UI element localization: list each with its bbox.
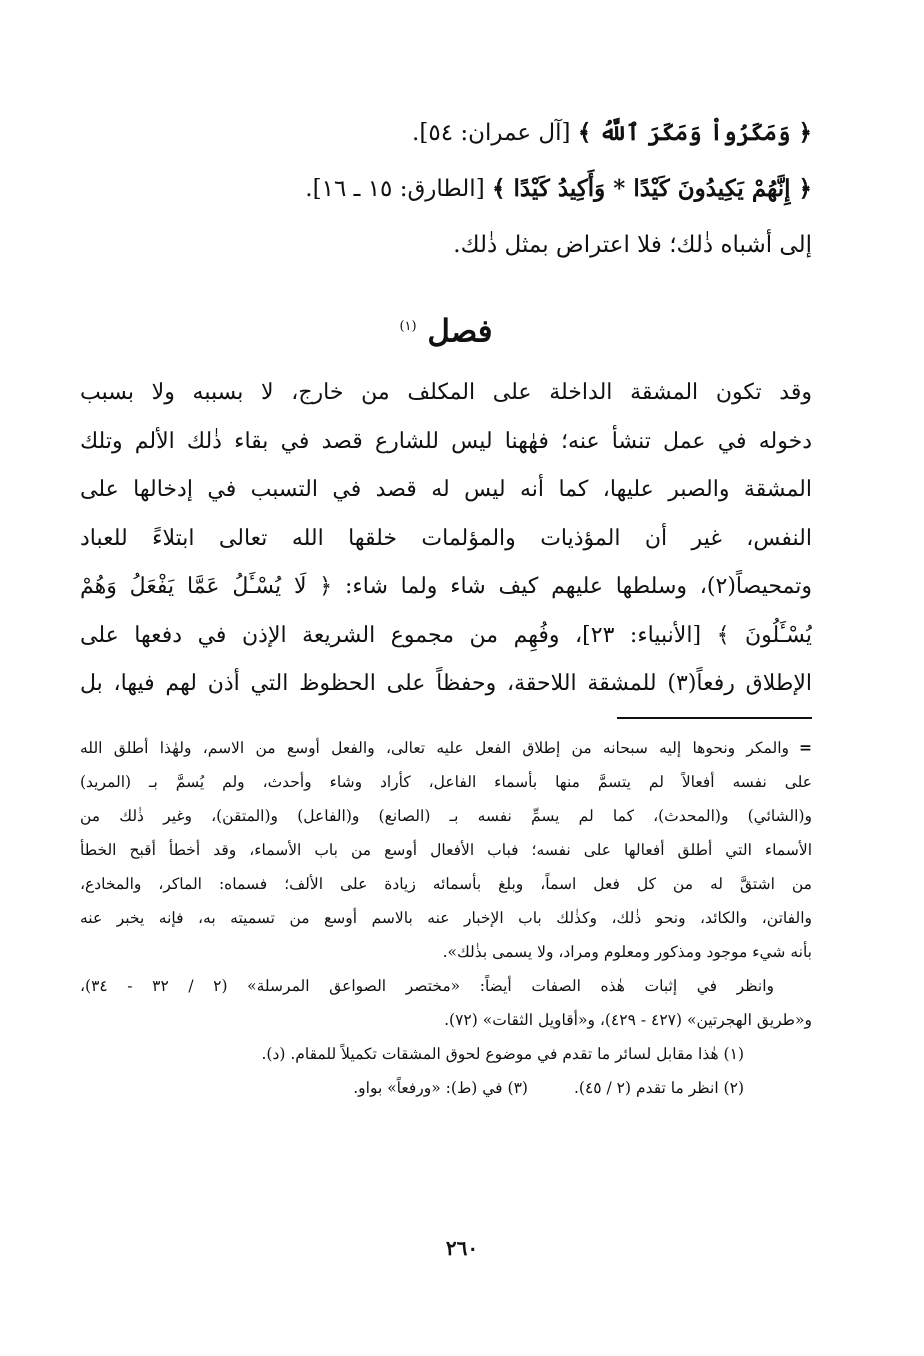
verse-reference: [الطارق: ١٥ ـ ١٦].: [305, 176, 485, 202]
footnote-pair: [80, 1071, 812, 1105]
footnote-3: (٣) في (ط): «ورفعاً» بواو.: [353, 1078, 528, 1097]
body-line: الإطلاق رفعاً(٣) للمشقة اللاحقة، وحفظاً على الحظوظ التي أذن لهم فيها، بل: [80, 671, 812, 696]
footnote-line: بأنه شيء موجود ومذكور ومعلوم ومراد، ولا يسمى بذٰلك».: [442, 942, 812, 961]
footnote-1: (١) هٰذا مقابل لسائر ما تقدم في موضوع لحوق المشقات تكميلاً للمقام. (د).: [261, 1044, 744, 1063]
verse-line-1: [80, 105, 812, 161]
page-number: ٢٦٠: [445, 1236, 479, 1260]
footnote-divider: [617, 717, 812, 719]
body-line: النفس، غير أن المؤذيات والمؤلمات خلقها الله تعالى ابتلاءً للعباد: [80, 525, 812, 551]
footnote-line: من اشتقَّ له من كل فعل اسماً، وبلغ بأسمائه زيادة على الألف؛ فسماه: الماكر، والمخادع،: [80, 874, 812, 893]
section-note-ref: (١): [399, 319, 417, 334]
body-line: وقد تكون المشقة الداخلة على المكلف من خارج، لا بسببه ولا بسبب: [80, 380, 812, 405]
intro-line: إلى أشباه ذٰلك؛ فلا اعتراض بمثل ذٰلك.: [453, 232, 812, 258]
verse-line-2: [80, 161, 812, 217]
footnote-line: الأسماء التي أطلق أفعالها على نفسه؛ فباب الأفعال أوسع من باب الأسماء، وقد أخطأ أقبح الخطأ: [80, 840, 812, 859]
footnote-see-line: وانظر في إثبات هٰذه الصفات أيضاً: «مختصر الصواعق المرسلة» (٢ / ٣٢ - ٣٤)،: [80, 976, 775, 995]
page-content: [80, 105, 812, 1105]
footnotes: [80, 731, 812, 1105]
continuation-mark: =: [799, 737, 812, 757]
section-title-text: فصل: [427, 313, 493, 350]
footnote-2: (٢) انظر ما تقدم (٢ / ٤٥).: [573, 1078, 744, 1097]
body-line: المشقة والصبر عليها، كما أنه ليس له قصد في التسبب في إدخالها على: [80, 477, 812, 502]
body-paragraph: [80, 369, 812, 709]
footnote-line: و(الشائي) و(المحدث)، كما لم يسمِّ نفسه بـ (الصانع) و(الفاعل) و(المتقن)، وغير ذٰلك من: [80, 806, 812, 825]
footnote-line: [80, 731, 812, 765]
footnote-line-text: والمكر ونحوها إليه سبحانه من إطلاق الفعل عليه تعالى، والفعل أوسع من الاسم، ولهٰذا أطلق الله: [80, 738, 789, 757]
section-title: [80, 297, 812, 357]
quran-text: ﴿ وَمَكَرُواْ وَمَكَرَ ٱللَّهُ ﴾: [577, 119, 812, 146]
footnote-line: على نفسه أفعالاً لم يتسمَّ منها بأسماء الفاعل، كأراد وشاء وأحدث، ولم يُسمَّ بـ (المريد): [80, 772, 812, 791]
body-line: يُسْـَٔلُونَ ﴾ [الأنبياء: ٢٣]، وفُهِم من مجموع الشريعة الإذن في دفعها على: [80, 622, 812, 648]
quran-text: ﴿ إِنَّهُمْ يَكِيدُونَ كَيْدًا * وَأَكِيدُ كَيْدًا ﴾: [491, 175, 812, 202]
footnote-see-line: و«طريق الهجرتين» (٤٢٧ - ٤٢٩)، و«أقاويل الثقات» (٧٢).: [444, 1010, 812, 1029]
verse-reference: [آل عمران: ٥٤].: [412, 120, 571, 146]
footnote-line: والفاتن، والكائد، ونحو ذٰلك، وكذٰلك باب الإخبار عنه بالاسم أوسع من تسميته به، فإنه يخبر عنه: [80, 908, 812, 927]
body-line: دخوله في عمل تنشأ عنه؛ فهٰهنا ليس للشارع قصد في بقاء ذٰلك الألم وتلك: [80, 428, 812, 454]
body-line: وتمحيصاً(٢)، وسلطها عليهم كيف شاء ولما شاء: ﴿ لَا يُسْـَٔلُ عَمَّا يَفْعَلُ وَهُمْ: [80, 574, 812, 599]
